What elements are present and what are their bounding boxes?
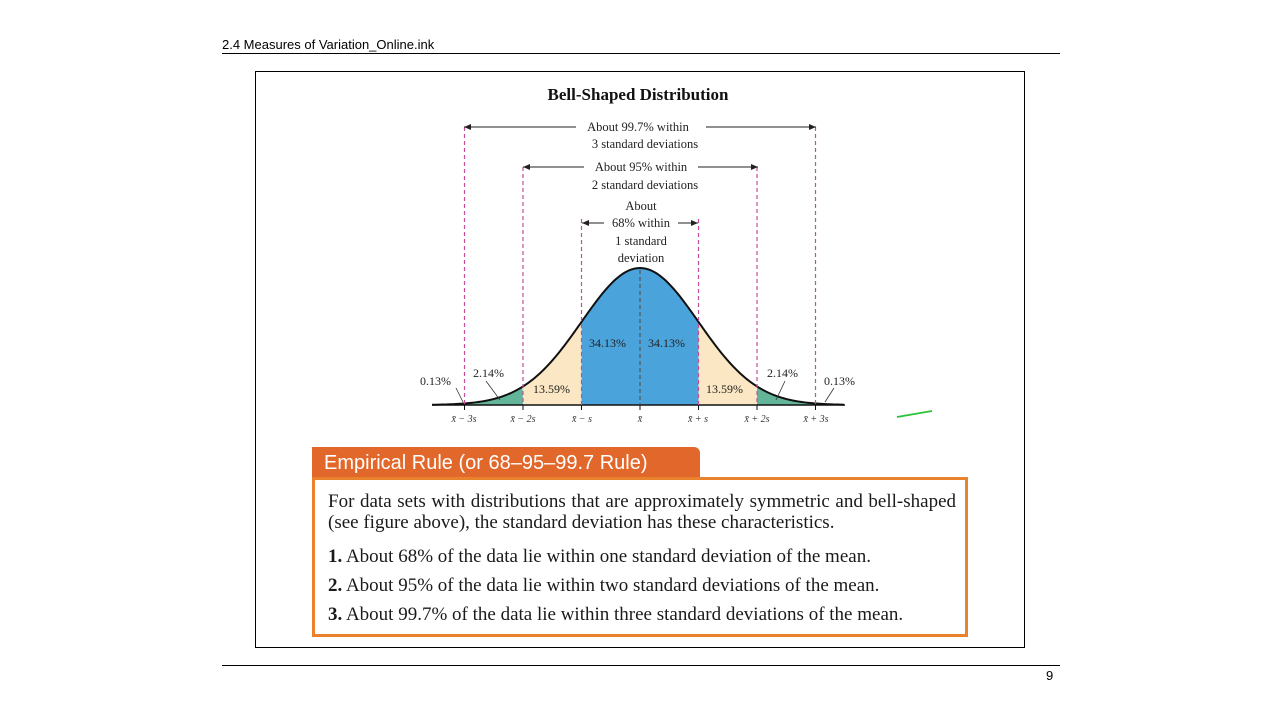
empirical-rule-header: Empirical Rule (or 68–95–99.7 Rule) bbox=[312, 447, 700, 479]
pct-outer-left: 0.13% bbox=[420, 374, 451, 388]
label-2sd-line1: About 95% within bbox=[594, 160, 688, 174]
pct-center-right: 34.13% bbox=[648, 336, 685, 350]
label-1sd-line1: About bbox=[625, 199, 657, 213]
pct-center-left: 34.13% bbox=[589, 336, 626, 350]
ink-stroke bbox=[897, 411, 932, 417]
leader-tail-left bbox=[486, 381, 500, 400]
rule-item-text: About 95% of the data lie within two standard deviations of the mean. bbox=[345, 575, 880, 596]
pct-tail-left: 2.14% bbox=[473, 366, 504, 380]
document-title: 2.4 Measures of Variation_Online.ink bbox=[222, 37, 435, 52]
footer-rule bbox=[222, 665, 1060, 666]
tick-minus-2s: x̄ − 2s bbox=[510, 414, 536, 425]
label-1sd-line4: deviation bbox=[617, 251, 665, 265]
tick-mean: x̄ bbox=[637, 414, 643, 425]
rule-item-text: About 68% of the data lie within one standard deviation of the mean. bbox=[345, 546, 871, 567]
tick-minus-3s: x̄ − 3s bbox=[451, 414, 477, 425]
tick-minus-s: x̄ − s bbox=[571, 414, 593, 425]
leader-outer-right bbox=[825, 388, 834, 402]
tick-plus-s: x̄ + s bbox=[687, 414, 709, 425]
arrowhead-2sd-left bbox=[523, 164, 530, 170]
figure-title: Bell-Shaped Distribution bbox=[547, 85, 729, 104]
pct-mid-right: 13.59% bbox=[706, 382, 743, 396]
tick-plus-2s: x̄ + 2s bbox=[744, 414, 770, 425]
label-2sd-line2: 2 standard deviations bbox=[591, 178, 699, 192]
rule-item-number: 3. bbox=[328, 604, 343, 625]
pct-mid-left: 13.59% bbox=[533, 382, 570, 396]
label-1sd-line2: 68% within bbox=[612, 216, 670, 230]
page-number: 9 bbox=[1046, 668, 1054, 683]
rule-item-1 bbox=[328, 546, 871, 568]
label-1sd-line3: 1 standard bbox=[615, 234, 667, 248]
rule-item-number: 2. bbox=[328, 575, 343, 596]
rule-item-number: 1. bbox=[328, 546, 343, 567]
arrowhead-1sd-left bbox=[582, 220, 589, 226]
pct-outer-right: 0.13% bbox=[824, 374, 855, 388]
leader-outer-left bbox=[456, 388, 463, 402]
tick-plus-3s: x̄ + 3s bbox=[803, 414, 829, 425]
rule-item-2 bbox=[328, 575, 879, 597]
empirical-rule-intro: For data sets with distributions that are approximately symmetric and bell-shaped (see figure above), the standard deviation has these characteristics. bbox=[328, 491, 956, 533]
arrowhead-1sd-right bbox=[691, 220, 698, 226]
label-3sd-line1: About 99.7% within bbox=[587, 120, 689, 134]
rule-item-3 bbox=[328, 604, 903, 626]
rule-item-text: About 99.7% of the data lie within three standard deviations of the mean. bbox=[345, 604, 904, 625]
pct-tail-right: 2.14% bbox=[767, 366, 798, 380]
label-3sd-line2: 3 standard deviations bbox=[591, 137, 699, 151]
